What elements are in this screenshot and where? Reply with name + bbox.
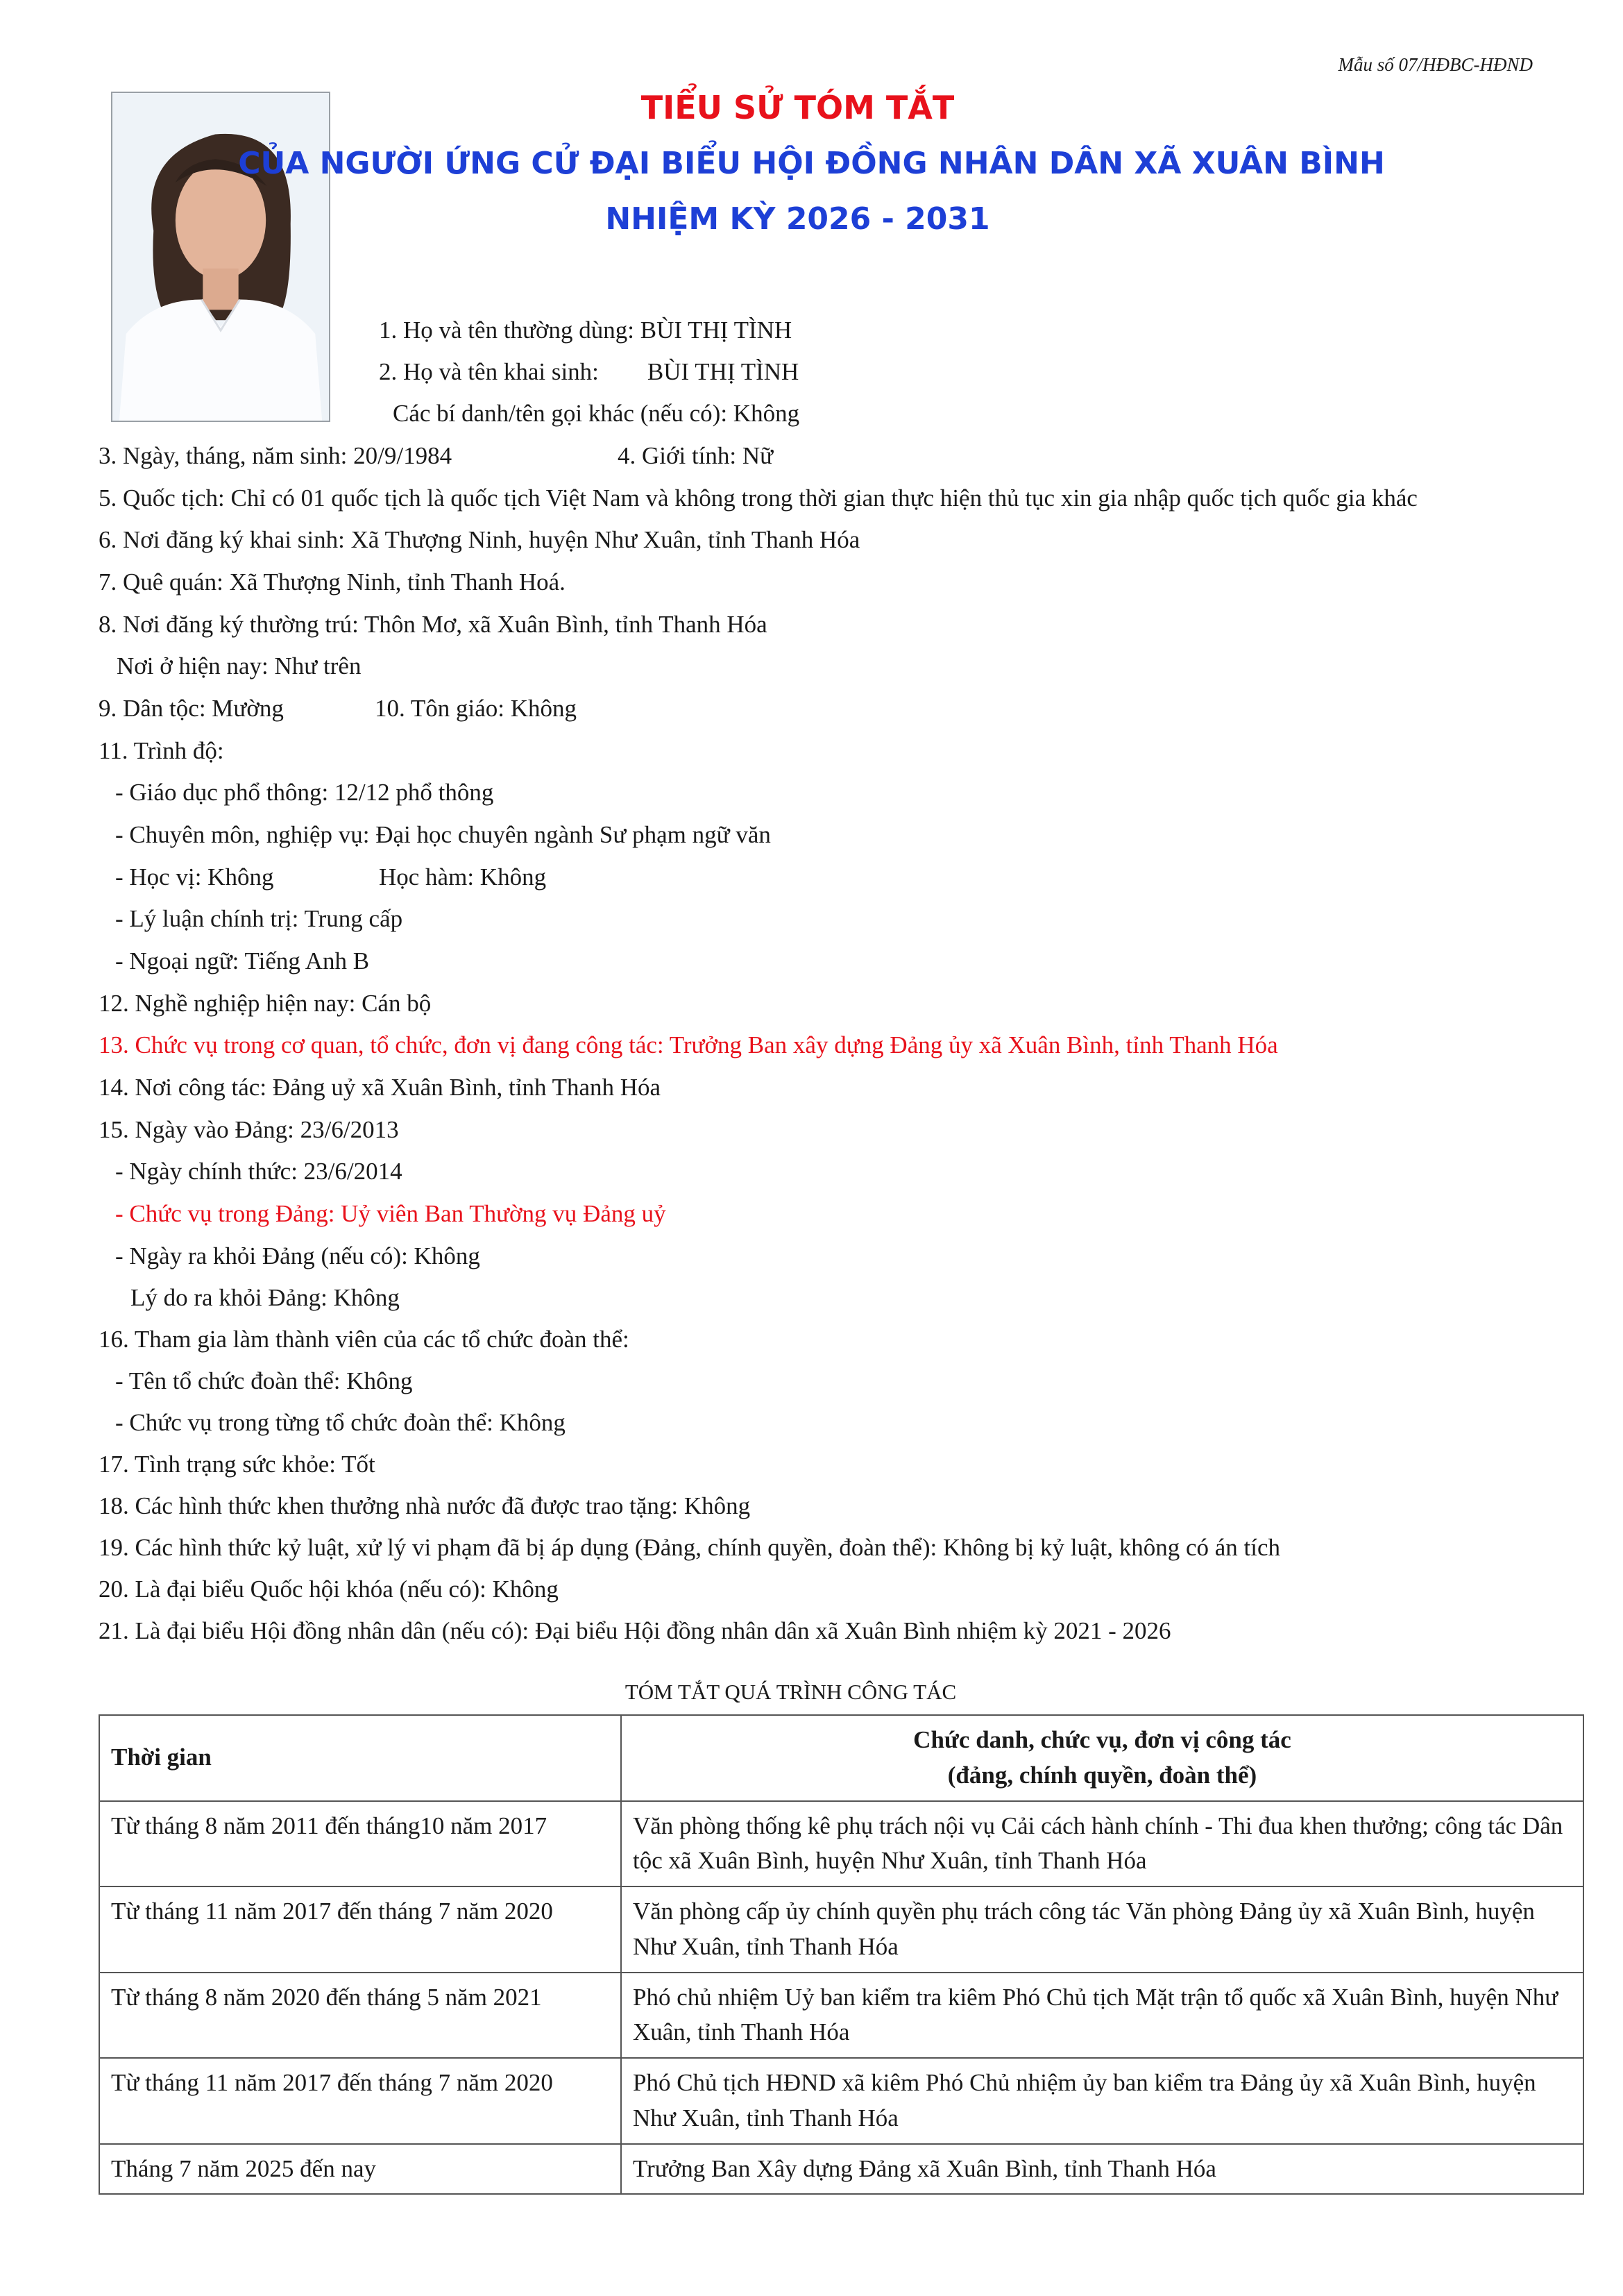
table-row bbox=[99, 1886, 1583, 1973]
field-permanent-residence: 8. Nơi đăng ký thường trú: Thôn Mơ, xã Xuân Bình, tỉnh Thanh Hóa bbox=[99, 611, 767, 638]
field-academic-title: Học hàm: Không bbox=[379, 863, 547, 890]
row-position: Phó chủ nhiệm Uỷ ban kiểm tra kiêm Phó Chủ tịch Mặt trận tổ quốc xã Xuân Bình, huyện Như Xuân, tỉnh Thanh Hóa bbox=[621, 1973, 1583, 2059]
field-degree: - Học vị: Không bbox=[115, 863, 274, 890]
field-health: 17. Tình trạng sức khỏe: Tốt bbox=[99, 1451, 375, 1478]
row-position: Phó Chủ tịch HĐND xã kiêm Phó Chủ nhiệm ủy ban kiểm tra Đảng ủy xã Xuân Bình, huyện Như Xuân, tỉnh Thanh Hóa bbox=[621, 2058, 1583, 2144]
field-organizations: 16. Tham gia làm thành viên của các tổ chức đoàn thể: bbox=[99, 1326, 629, 1353]
row-position: Văn phòng cấp ủy chính quyền phụ trách công tác Văn phòng Đảng ủy xã Xuân Bình, huyện Như Xuân, tỉnh Thanh Hóa bbox=[621, 1886, 1583, 1973]
field-national-assembly: 20. Là đại biểu Quốc hội khóa (nếu có): Không bbox=[99, 1576, 559, 1603]
row-time: Từ tháng 8 năm 2020 đến tháng 5 năm 2021 bbox=[99, 1973, 621, 2059]
field-workplace: 14. Nơi công tác: Đảng uỷ xã Xuân Bình, tỉnh Thanh Hóa bbox=[99, 1074, 661, 1101]
career-table bbox=[99, 1714, 1584, 2195]
career-table-header bbox=[99, 1715, 1583, 1801]
field-organization-position: - Chức vụ trong từng tổ chức đoàn thể: Không bbox=[115, 1409, 566, 1436]
field-general-education: - Giáo dục phổ thông: 12/12 phổ thông bbox=[115, 779, 494, 806]
row-time: Từ tháng 11 năm 2017 đến tháng 7 năm 2020 bbox=[99, 1886, 621, 1973]
row-time: Tháng 7 năm 2025 đến nay bbox=[99, 2144, 621, 2195]
row-time: Từ tháng 11 năm 2017 đến tháng 7 năm 2020 bbox=[99, 2058, 621, 2144]
portrait-photo bbox=[111, 92, 330, 422]
field-people-council: 21. Là đại biểu Hội đồng nhân dân (nếu có): Đại biểu Hội đồng nhân dân xã Xuân Bình nhiệm kỳ 2021 - 2026 bbox=[99, 1617, 1171, 1644]
row-position: Trưởng Ban Xây dựng Đảng xã Xuân Bình, tỉnh Thanh Hóa bbox=[621, 2144, 1583, 2195]
table-row bbox=[99, 1801, 1583, 1887]
field-foreign-language: - Ngoại ngữ: Tiếng Anh B bbox=[115, 947, 370, 974]
field-official-admission: - Ngày chính thức: 23/6/2014 bbox=[115, 1158, 402, 1185]
table-row bbox=[99, 1973, 1583, 2059]
field-political-theory: - Lý luận chính trị: Trung cấp bbox=[115, 905, 403, 932]
field-nationality: 5. Quốc tịch: Chỉ có 01 quốc tịch là quốc tịch Việt Nam và không trong thời gian thực hiện thủ tục xin gia nhập quốc tịch quốc gia khác bbox=[99, 484, 1418, 512]
field-specialization: - Chuyên môn, nghiệp vụ: Đại học chuyên ngành Sư phạm ngữ văn bbox=[115, 821, 771, 848]
field-gender: 4. Giới tính: Nữ bbox=[618, 442, 774, 469]
field-hometown: 7. Quê quán: Xã Thượng Ninh, tỉnh Thanh Hoá. bbox=[99, 568, 566, 596]
field-education-heading: 11. Trình độ: bbox=[99, 737, 224, 764]
field-organization-name: - Tên tổ chức đoàn thể: Không bbox=[115, 1367, 413, 1394]
field-party-leave-date: - Ngày ra khỏi Đảng (nếu có): Không bbox=[115, 1242, 480, 1269]
field-birth-registration: 6. Nơi đăng ký khai sinh: Xã Thượng Ninh, huyện Như Xuân, tỉnh Thanh Hóa bbox=[99, 526, 860, 553]
header-position-line2: (đảng, chính quyền, đoàn thể) bbox=[947, 1761, 1257, 1789]
header-time: Thời gian bbox=[99, 1715, 621, 1801]
field-party-position: - Chức vụ trong Đảng: Uỷ viên Ban Thường vụ Đảng uỷ bbox=[115, 1200, 666, 1227]
row-position: Văn phòng thống kê phụ trách nội vụ Cải cách hành chính - Thi đua khen thưởng; công tác Dân tộc xã Xuân Bình, huyện Như Xuân, tỉnh Thanh Hóa bbox=[621, 1801, 1583, 1887]
table-row bbox=[99, 2144, 1583, 2195]
field-current-position: 13. Chức vụ trong cơ quan, tổ chức, đơn vị đang công tác: Trưởng Ban xây dựng Đảng ủy xã Xuân Bình, tỉnh Thanh Hóa bbox=[99, 1031, 1278, 1058]
field-party-admission: 15. Ngày vào Đảng: 23/6/2013 bbox=[99, 1116, 399, 1143]
header-position-line1: Chức danh, chức vụ, đơn vị công tác bbox=[913, 1726, 1291, 1753]
field-common-name: 1. Họ và tên thường dùng: BÙI THỊ TÌNH bbox=[379, 316, 792, 344]
field-discipline: 19. Các hình thức kỷ luật, xử lý vi phạm đã bị áp dụng (Đảng, chính quyền, đoàn thể): Không bị kỷ luật, không có án tích bbox=[99, 1534, 1281, 1561]
field-occupation: 12. Nghề nghiệp hiện nay: Cán bộ bbox=[99, 990, 432, 1017]
row-time: Từ tháng 8 năm 2011 đến tháng10 năm 2017 bbox=[99, 1801, 621, 1887]
document-subtitle: CỦA NGƯỜI ỨNG CỬ ĐẠI BIỂU HỘI ĐỒNG NHÂN DÂN XÃ XUÂN BÌNH bbox=[238, 146, 1385, 181]
field-party-leave-reason: Lý do ra khỏi Đảng: Không bbox=[130, 1284, 400, 1311]
table-row bbox=[99, 2058, 1583, 2144]
form-number: Mẫu số 07/HĐBC-HĐND bbox=[1338, 54, 1533, 75]
field-alias: Các bí danh/tên gọi khác (nếu có): Không bbox=[393, 400, 800, 427]
field-ethnicity: 9. Dân tộc: Mường bbox=[99, 695, 284, 722]
field-birth-name: 2. Họ và tên khai sinh: BÙI THỊ TÌNH bbox=[379, 358, 799, 385]
header-position bbox=[621, 1715, 1583, 1801]
field-current-residence: Nơi ở hiện nay: Như trên bbox=[117, 652, 362, 679]
career-caption: TÓM TẮT QUÁ TRÌNH CÔNG TÁC bbox=[624, 1680, 957, 1704]
field-religion: 10. Tôn giáo: Không bbox=[375, 695, 577, 722]
term-title: NHIỆM KỲ 2026 - 2031 bbox=[605, 201, 990, 237]
document-title: TIỂU SỬ TÓM TẮT bbox=[640, 89, 955, 126]
field-awards: 18. Các hình thức khen thưởng nhà nước đã được trao tặng: Không bbox=[99, 1492, 751, 1519]
portrait-icon bbox=[112, 93, 329, 421]
field-birth-date: 3. Ngày, tháng, năm sinh: 20/9/1984 bbox=[99, 442, 452, 469]
